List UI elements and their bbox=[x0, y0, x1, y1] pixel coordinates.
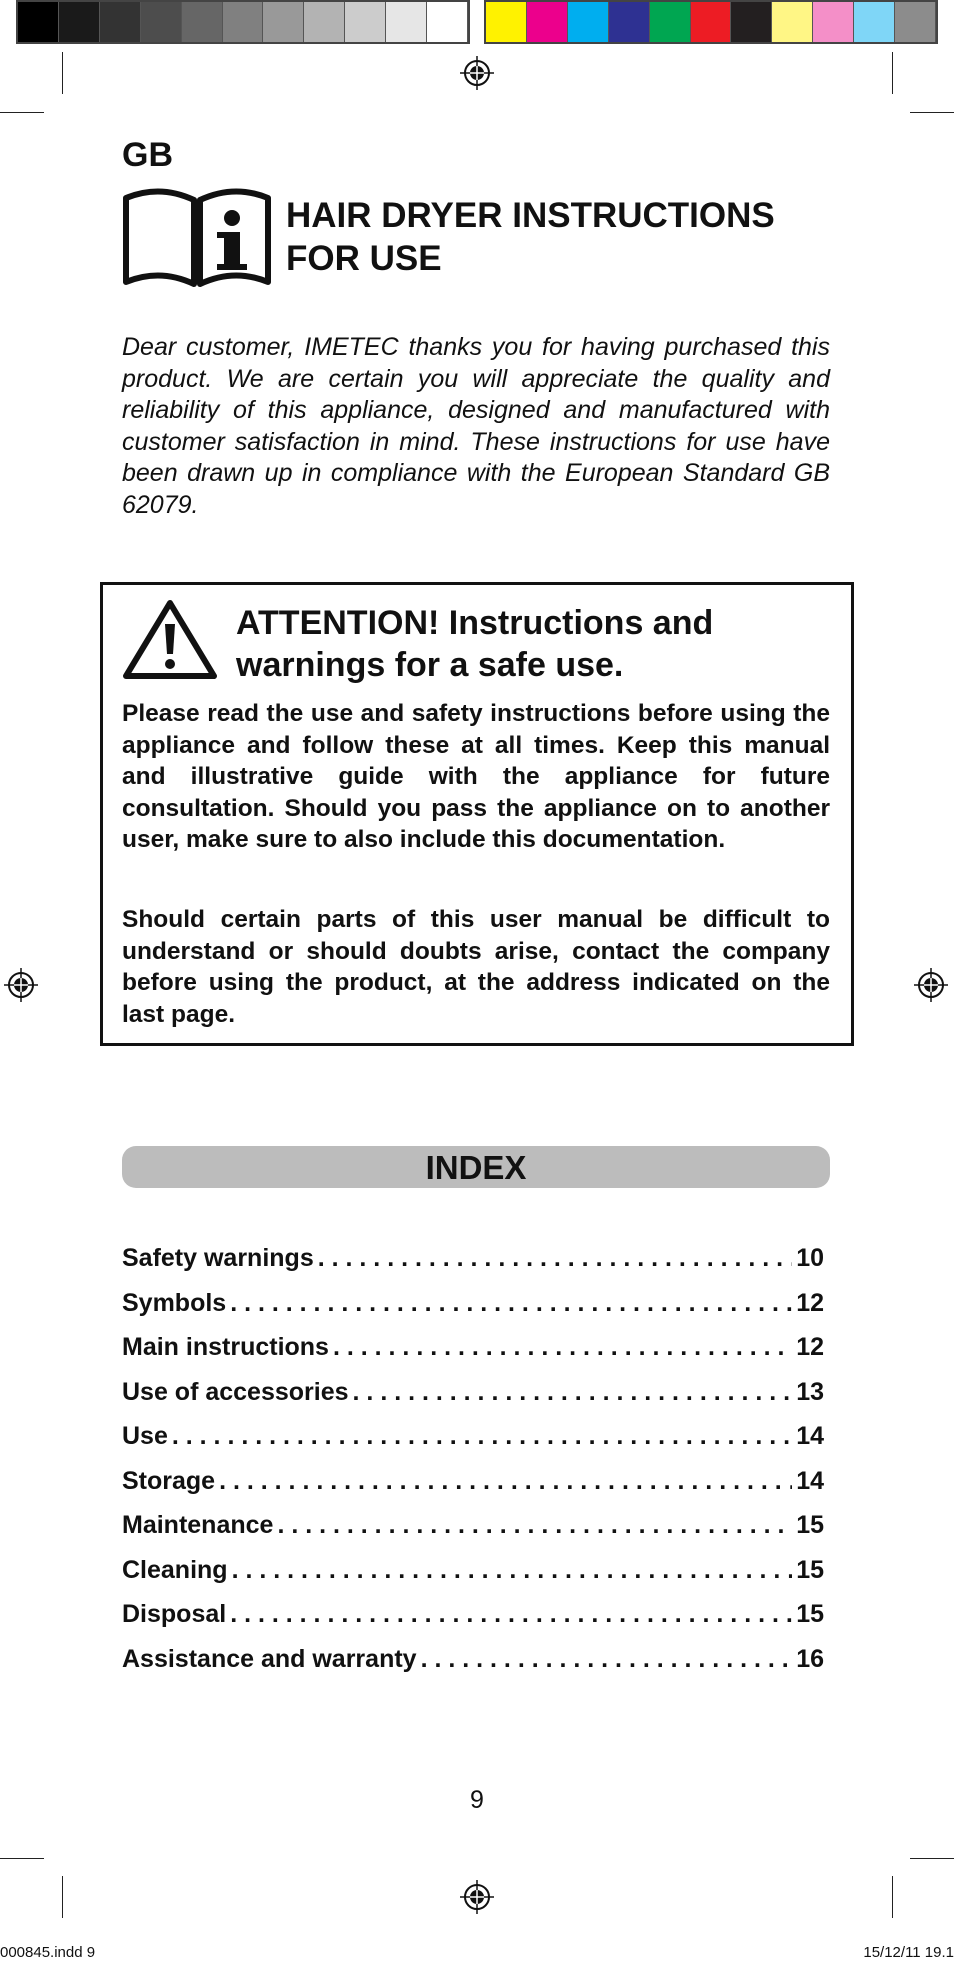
color-swatch bbox=[568, 2, 609, 42]
index-leader-dots bbox=[172, 1422, 792, 1451]
index-leader-dots bbox=[421, 1645, 793, 1674]
crop-mark bbox=[0, 112, 44, 113]
index-entry-label: Storage bbox=[122, 1466, 216, 1495]
index-entry bbox=[122, 1645, 824, 1690]
index-leader-dots bbox=[353, 1378, 793, 1407]
info-manual-icon bbox=[122, 184, 272, 290]
index-entry bbox=[122, 1422, 824, 1467]
index-entry-page: 12 bbox=[796, 1333, 824, 1361]
index-entry bbox=[122, 1289, 824, 1334]
crop-mark bbox=[910, 112, 954, 113]
attention-title-line: warnings for a safe use. bbox=[236, 646, 624, 684]
color-swatch bbox=[345, 2, 386, 42]
index-entry bbox=[122, 1556, 824, 1601]
process-color-bar bbox=[484, 0, 938, 44]
color-swatch bbox=[427, 2, 468, 42]
color-swatch bbox=[813, 2, 854, 42]
index-entry-page: 14 bbox=[796, 1422, 824, 1450]
index-leader-dots bbox=[277, 1511, 792, 1540]
index-entry-label: Safety warnings bbox=[122, 1244, 314, 1272]
index-entry bbox=[122, 1600, 824, 1645]
index-heading: INDEX bbox=[122, 1146, 830, 1188]
color-swatch bbox=[691, 2, 732, 42]
index-leader-dots bbox=[333, 1333, 792, 1362]
attention-paragraph: Should certain parts of this user manual be difficult to understand or should doubts arise, contact the company before using the product, at the address indicated on the last page. bbox=[122, 906, 830, 1028]
index-entry-label: Maintenance bbox=[122, 1511, 274, 1539]
index-entry-label: Use of accessories bbox=[122, 1377, 349, 1406]
crop-mark bbox=[0, 1858, 44, 1859]
index-entry-label: Assistance and warranty bbox=[122, 1644, 417, 1673]
page-title bbox=[286, 194, 775, 280]
index-leader-dots bbox=[318, 1244, 792, 1273]
attention-paragraph: Please read the use and safety instructions before using the appliance and follow these at all times. Keep this manual and illustrative guide with the appliance for future consultation. Should you pass the appliance on to another user, make sure to also include this documentation. bbox=[122, 700, 830, 853]
index-leader-dots bbox=[232, 1556, 793, 1585]
index-entry-page: 15 bbox=[796, 1600, 824, 1628]
index-entry-label: Cleaning bbox=[122, 1555, 228, 1584]
color-swatch bbox=[18, 2, 59, 42]
color-swatch bbox=[772, 2, 813, 42]
crop-mark bbox=[892, 52, 893, 94]
color-swatch bbox=[59, 2, 100, 42]
crop-mark bbox=[910, 1858, 954, 1859]
index-entry bbox=[122, 1511, 824, 1556]
index-entry bbox=[122, 1244, 824, 1289]
index-entry bbox=[122, 1333, 824, 1378]
color-swatch bbox=[263, 2, 304, 42]
crop-mark bbox=[62, 1876, 63, 1918]
index-entry-label: Main instructions bbox=[122, 1333, 329, 1361]
title-line: HAIR DRYER INSTRUCTIONS bbox=[286, 196, 775, 235]
color-swatch bbox=[486, 2, 527, 42]
registration-mark-icon bbox=[460, 1880, 494, 1914]
crop-mark bbox=[62, 52, 63, 94]
index-entry bbox=[122, 1467, 824, 1512]
grayscale-color-bar bbox=[16, 0, 470, 44]
index-entry-page: 13 bbox=[796, 1377, 824, 1406]
index-entry bbox=[122, 1378, 824, 1423]
color-swatch bbox=[731, 2, 772, 42]
page-number: 9 bbox=[470, 1786, 484, 1814]
color-swatch bbox=[182, 2, 223, 42]
registration-mark-icon bbox=[4, 968, 38, 1002]
color-swatch bbox=[223, 2, 264, 42]
index-entry-page: 14 bbox=[796, 1466, 824, 1495]
warning-triangle-icon bbox=[122, 598, 218, 680]
attention-title bbox=[236, 602, 713, 686]
index-leader-dots bbox=[230, 1600, 792, 1629]
color-swatch bbox=[304, 2, 345, 42]
index-entry-page: 15 bbox=[796, 1511, 824, 1539]
index-entry-page: 15 bbox=[796, 1555, 824, 1584]
color-swatch bbox=[854, 2, 895, 42]
color-swatch bbox=[527, 2, 568, 42]
index-entry-page: 10 bbox=[796, 1244, 824, 1272]
color-swatch bbox=[609, 2, 650, 42]
crop-mark bbox=[892, 1876, 893, 1918]
index-leader-dots bbox=[230, 1289, 792, 1318]
index-entry-page: 16 bbox=[796, 1644, 824, 1673]
language-code: GB bbox=[122, 136, 173, 174]
slug-filename: 000845.indd 9 bbox=[0, 1944, 96, 1961]
color-swatch bbox=[386, 2, 427, 42]
index-entry-label: Disposal bbox=[122, 1600, 227, 1628]
color-swatch bbox=[100, 2, 141, 42]
color-swatch bbox=[141, 2, 182, 42]
intro-paragraph: Dear customer, IMETEC thanks you for having purchased this product. We are certain you will appreciate the quality and reliability of this appliance, designed and manufactured with customer satisfaction in mind. These instructions for use have been drawn up in compliance with the European Standard GB 62079. bbox=[122, 333, 830, 519]
index-list bbox=[122, 1244, 824, 1689]
registration-mark-icon bbox=[460, 56, 494, 90]
attention-title-line: ATTENTION! Instructions and bbox=[236, 604, 714, 642]
index-entry-label: Symbols bbox=[122, 1288, 227, 1317]
color-swatch bbox=[650, 2, 691, 42]
color-swatch bbox=[895, 2, 936, 42]
index-entry-page: 12 bbox=[796, 1288, 824, 1317]
index-entry-label: Use bbox=[122, 1422, 168, 1450]
title-line: FOR USE bbox=[286, 239, 442, 278]
slug-datetime: 15/12/11 19.1 bbox=[863, 1944, 954, 1961]
registration-mark-icon bbox=[914, 968, 948, 1002]
index-leader-dots bbox=[219, 1467, 792, 1496]
